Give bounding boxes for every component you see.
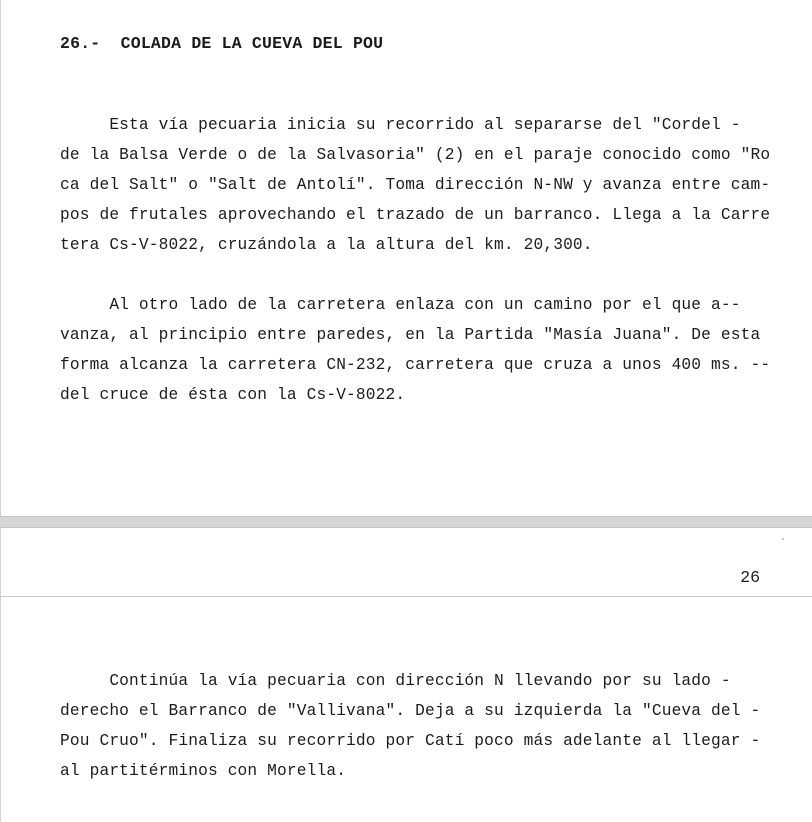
page-header-rule — [0, 596, 812, 597]
section-heading: 26.- COLADA DE LA CUEVA DEL POU — [60, 34, 384, 53]
page-separator — [0, 516, 812, 528]
paragraph-line: derecho el Barranco de "Vallivana". Deja a su izquierda la "Cueva del - — [60, 702, 761, 720]
paragraph-line: Al otro lado de la carretera enlaza con un camino por el que a-- — [60, 296, 741, 314]
paragraph-line: pos de frutales aprovechando el trazado de un barranco. Llega a la Carre — [60, 206, 771, 224]
page-number: 26 — [740, 568, 760, 587]
paragraph-line: vanza, al principio entre paredes, en la Partida "Masía Juana". De esta — [60, 326, 761, 344]
paragraph-line: Continúa la vía pecuaria con dirección N llevando por su lado - — [60, 672, 731, 690]
page-edge — [0, 0, 1, 516]
paragraph-line: Pou Cruo". Finaliza su recorrido por Catí poco más adelante al llegar - — [60, 732, 761, 750]
paragraph-line: de la Balsa Verde o de la Salvasoria" (2) en el paraje conocido como "Ro — [60, 146, 771, 164]
page-edge — [0, 528, 1, 822]
paragraph-line: Esta vía pecuaria inicia su recorrido al separarse del "Cordel - — [60, 116, 741, 134]
paragraph-line: al partitérminos con Morella. — [60, 762, 347, 780]
paragraph-line: forma alcanza la carretera CN-232, carretera que cruza a unos 400 ms. -- — [60, 356, 771, 374]
paragraph-line: ca del Salt" o "Salt de Antolí". Toma dirección N-NW y avanza entre cam- — [60, 176, 771, 194]
paragraph-line: tera Cs-V-8022, cruzándola a la altura del km. 20,300. — [60, 236, 593, 254]
page-2 — [0, 528, 812, 822]
paragraph-line: del cruce de ésta con la Cs-V-8022. — [60, 386, 406, 404]
scan-speck — [782, 538, 784, 540]
